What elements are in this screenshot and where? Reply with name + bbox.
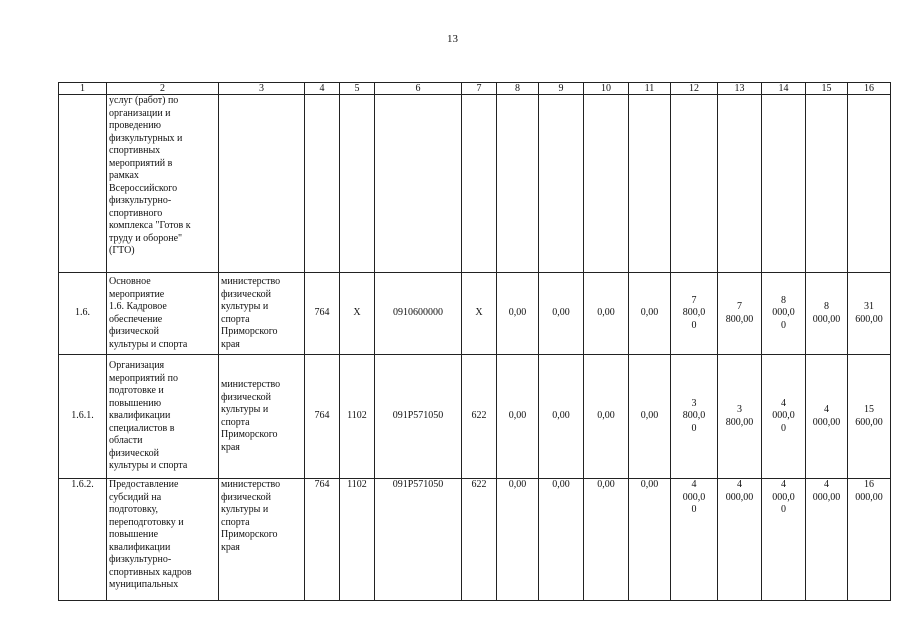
row-code-cell: 091P571050 [375,479,462,601]
column-header: 1 [59,83,107,95]
column-header: 9 [539,83,584,95]
row-code-cell: 764 [305,479,340,601]
column-header: 16 [848,83,891,95]
row-value-cell [762,95,806,273]
row-value-cell: 7 800,00 [718,273,762,355]
row-code-cell: 622 [462,479,497,601]
row-value-cell: 4 000,0 0 [762,479,806,601]
row-code-cell: 1102 [340,479,375,601]
row-value-cell: 0,00 [497,479,539,601]
row-name-cell: Организация мероприятий по подготовке и повышению квалификации специалистов в области физической культуры и спорта [107,355,219,479]
column-header: 14 [762,83,806,95]
table-row [59,273,891,355]
row-value-cell [718,95,762,273]
row-value-cell [848,95,891,273]
row-value-cell: 0,00 [584,273,629,355]
row-value-cell: 3 800,0 0 [671,355,718,479]
row-value-cell: 4 000,0 0 [762,355,806,479]
table-row [59,95,891,273]
row-code-cell: 764 [305,355,340,479]
row-code-cell [462,95,497,273]
row-code-cell [340,95,375,273]
row-code-cell: 091P571050 [375,355,462,479]
row-org-cell: министерство физической культуры и спорта Приморского края [219,355,305,479]
row-value-cell [806,95,848,273]
row-value-cell: 0,00 [539,355,584,479]
column-header: 8 [497,83,539,95]
row-value-cell: 0,00 [497,355,539,479]
row-org-cell [219,95,305,273]
table-row [59,355,891,479]
column-header: 15 [806,83,848,95]
row-value-cell: 4 000,0 0 [671,479,718,601]
row-value-cell: 0,00 [497,273,539,355]
row-number-cell: 1.6. [59,273,107,355]
budget-table [58,82,891,601]
column-header: 12 [671,83,718,95]
row-code-cell: 622 [462,355,497,479]
row-value-cell: 31 600,00 [848,273,891,355]
row-value-cell: 8 000,0 0 [762,273,806,355]
row-value-cell: 0,00 [539,479,584,601]
row-value-cell [539,95,584,273]
row-name-cell: услуг (работ) по организации и проведению физкультурных и спортивных мероприятий в рамках Всероссийского физкультурно- спортивного комплекса "Готов к труду и обороне" (ГТО) [107,95,219,273]
row-code-cell: 0910600000 [375,273,462,355]
row-value-cell [497,95,539,273]
page-number: 13 [447,33,458,45]
row-org-cell: министерство физической культуры и спорта Приморского края [219,273,305,355]
row-code-cell [375,95,462,273]
row-value-cell: 7 800,0 0 [671,273,718,355]
row-value-cell: 16 000,00 [848,479,891,601]
row-code-cell: X [340,273,375,355]
row-value-cell: 0,00 [629,355,671,479]
row-value-cell: 0,00 [629,479,671,601]
row-value-cell: 0,00 [629,273,671,355]
row-value-cell: 3 800,00 [718,355,762,479]
column-header: 5 [340,83,375,95]
column-header: 10 [584,83,629,95]
column-header: 6 [375,83,462,95]
row-number-cell: 1.6.2. [59,479,107,601]
row-value-cell [584,95,629,273]
column-header: 4 [305,83,340,95]
row-number-cell [59,95,107,273]
row-code-cell [305,95,340,273]
row-name-cell: Основное мероприятие 1.6. Кадровое обеспечение физической культуры и спорта [107,273,219,355]
row-value-cell [671,95,718,273]
row-value-cell: 4 000,00 [718,479,762,601]
table-row [59,479,891,601]
column-header: 3 [219,83,305,95]
row-number-cell: 1.6.1. [59,355,107,479]
column-header: 2 [107,83,219,95]
column-header: 7 [462,83,497,95]
row-code-cell: 1102 [340,355,375,479]
row-value-cell: 15 600,00 [848,355,891,479]
row-value-cell: 0,00 [539,273,584,355]
row-value-cell: 4 000,00 [806,479,848,601]
row-value-cell: 0,00 [584,479,629,601]
row-code-cell: 764 [305,273,340,355]
row-name-cell: Предоставление субсидий на подготовку, переподготовку и повышение квалификации физкультурно- спортивных кадров муниципальных [107,479,219,601]
row-value-cell [629,95,671,273]
column-header: 13 [718,83,762,95]
row-value-cell: 0,00 [584,355,629,479]
table-header-row [59,83,891,95]
column-header: 11 [629,83,671,95]
row-code-cell: X [462,273,497,355]
row-value-cell: 8 000,00 [806,273,848,355]
row-org-cell: министерство физической культуры и спорта Приморского края [219,479,305,601]
row-value-cell: 4 000,00 [806,355,848,479]
